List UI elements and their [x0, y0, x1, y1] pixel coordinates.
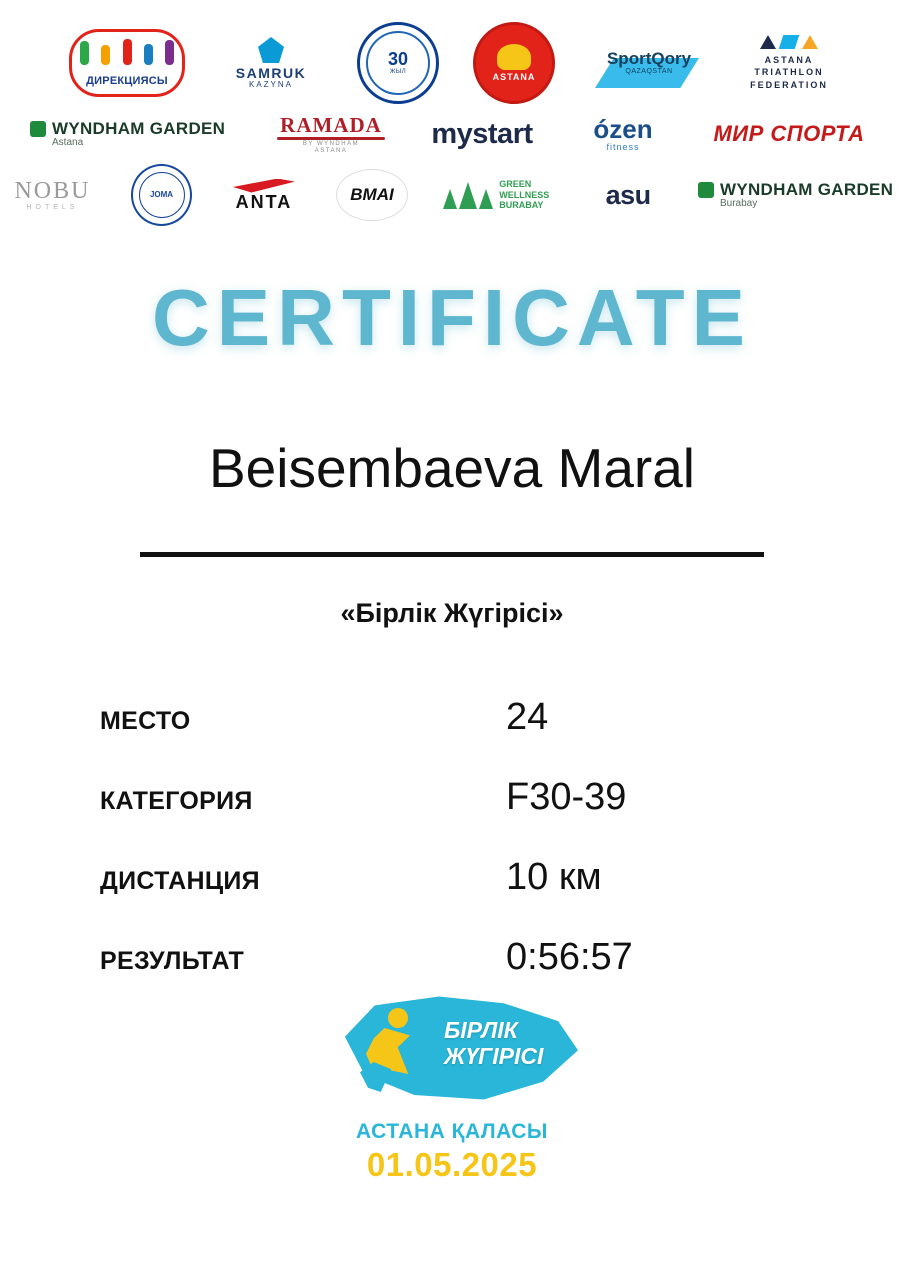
logo-wyndham-burabay-sub: Burabay [720, 197, 758, 209]
logo-ramada-label: RAMADA [280, 113, 382, 138]
logo-anta [218, 175, 310, 215]
result-value-time: 0:56:57 [506, 936, 633, 978]
logo-green-wellness-burabay [434, 172, 558, 218]
recipient-name: Beisembaeva Maral [208, 437, 696, 499]
divider-rule [140, 552, 764, 557]
logo-nobu [0, 174, 105, 216]
wyndham-mark-icon [30, 121, 46, 137]
logo-joma [131, 164, 192, 226]
logo-nobu-label: NOBU [14, 177, 91, 204]
logo-sportqory-label: SportQory [606, 49, 692, 69]
logo-atf-line3: FEDERATION [750, 79, 828, 90]
result-label-category: КАТЕГОРИЯ [100, 787, 253, 815]
logo-ramada-sub: BY WYNDHAM [302, 141, 360, 148]
logo-greenwellness-line2: WELLNESS [499, 189, 550, 200]
logo-ozen-label: ózen [593, 113, 653, 144]
event-logo-brand-line1: БІРЛІК [444, 1017, 518, 1043]
result-value-distance: 10 км [506, 856, 602, 898]
logo-astana-label: ASTANA [492, 71, 536, 82]
logo-joma-label: JOMA [139, 172, 185, 218]
emblem-ring-icon [366, 31, 430, 95]
logo-nobu-sub: HOTELS [26, 203, 79, 211]
logo-bmai: BMAI [336, 169, 409, 221]
sponsor-logos [0, 0, 904, 236]
logo-astana-triathlon-federation [743, 28, 835, 98]
logo-wyndham-garden-astana [30, 115, 240, 153]
logo-mir-sporta: МИР СПОРТА [713, 121, 865, 147]
logo-samruk-sub: KAZYNA [248, 79, 293, 89]
results-table [100, 696, 804, 1016]
sponsor-row-3 [0, 164, 904, 226]
logo-greenwellness-line1: GREEN [499, 178, 532, 189]
result-label-distance: ДИСТАНЦИЯ [100, 867, 260, 895]
logo-anta-label: ANTA [235, 191, 293, 212]
logo-samruk-kazyna [219, 32, 323, 94]
logo-mystart: mystart [431, 117, 533, 150]
astana-dome-icon [497, 44, 531, 70]
sponsor-row-2 [0, 114, 904, 154]
pine-trees-icon [443, 182, 493, 209]
ramada-bar-icon [277, 137, 385, 140]
logo-ramada-sub2: ASTANA [314, 147, 348, 154]
logo-greenwellness-line3: BURABAY [499, 200, 544, 211]
result-label-time: РЕЗУЛЬТАТ [100, 947, 245, 975]
logo-astana [473, 22, 555, 104]
logo-ramada [266, 114, 396, 154]
logo-wyndham-garden-burabay [698, 175, 904, 215]
logo-direkciyasy [69, 29, 185, 97]
logo-direkciyasy-label: ДИРЕКЦИЯСЫ [86, 75, 168, 88]
sponsor-row-1 [0, 22, 904, 104]
logo-wyndham-astana-label: WYNDHAM GARDEN [52, 118, 226, 138]
triathlon-shapes-icon [760, 35, 818, 49]
logo-anniversary-sub: ЖЫЛ [389, 69, 407, 76]
wyndham-burabay-mark-icon [698, 182, 714, 198]
logo-anniversary-emblem [357, 22, 439, 104]
event-date: 01.05.2025 [366, 1146, 538, 1183]
event-logo-brand-line2: ЖҮГІРІСІ [444, 1042, 544, 1069]
event-name: «Бірлік Жүгірісі» [340, 598, 564, 628]
logo-atf-line1: ASTANA [764, 55, 814, 66]
pentagon-icon [258, 37, 284, 63]
runner-figures-icon [80, 37, 174, 65]
event-logo [312, 992, 592, 1208]
logo-wyndham-burabay-label: WYNDHAM GARDEN [720, 179, 894, 199]
result-label-place: МЕСТО [100, 707, 191, 735]
logo-samruk-label: SAMRUK [235, 64, 307, 81]
result-value-place: 24 [506, 696, 549, 738]
event-logo-brand [444, 1018, 543, 1070]
certificate-title: CERTIFICATE [152, 273, 752, 362]
logo-asu: asu [605, 179, 651, 210]
logo-anniversary-number: 30 [387, 49, 409, 70]
result-value-category: F30-39 [506, 776, 627, 818]
runner-icon [358, 1008, 428, 1092]
logo-sportqory [589, 32, 709, 94]
anta-swoop-icon [233, 179, 295, 193]
logo-ozen-sub: fitness [606, 141, 640, 152]
event-city: АСТАНА ҚАЛАСЫ [356, 1120, 548, 1143]
logo-wyndham-astana-sub: Astana [52, 136, 84, 148]
table-row [100, 696, 804, 776]
table-row [100, 776, 804, 856]
logo-sportqory-sub: QAZAQSTAN [625, 68, 673, 76]
table-row [100, 856, 804, 936]
logo-atf-line2: TRIATHLON [754, 67, 824, 78]
logo-ozen-fitness [568, 114, 678, 154]
